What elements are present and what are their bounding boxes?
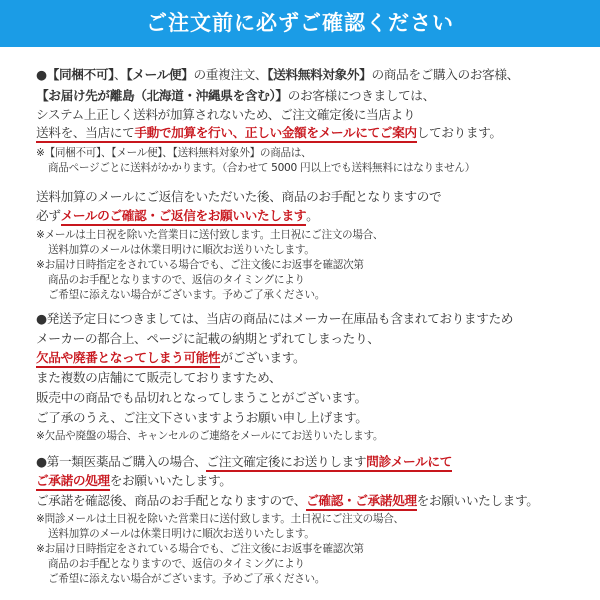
tag-mail-service: 【メール便】 <box>126 67 194 82</box>
text: の重複注文、 <box>193 67 268 82</box>
tag-not-free-shipping: 【送料無料対象外】 <box>267 67 372 82</box>
text: のお客様につきましては、 <box>287 88 435 103</box>
highlight-manual-shipping: 手動で加算を行い、正しい金額をメールにてご案内 <box>134 125 416 143</box>
text: ●第一類医薬品ご購入の場合、 <box>36 454 207 469</box>
underlined-text: ご注文確定後にお送りします <box>206 454 366 472</box>
sec1-note1: ※【同梱不可】、【メール便】、【送料無料対象外】の商品は、 <box>36 147 312 159</box>
sec4-line1 <box>36 451 452 470</box>
text: がございます。 <box>220 350 306 365</box>
tag-remote-island: 【お届け先が離島（北海道・沖縄県を含む）】 <box>36 88 288 103</box>
sec4-line3 <box>36 490 539 509</box>
text: 。 <box>306 208 319 223</box>
bullet: ● <box>36 67 47 82</box>
tag-no-bundle: 【同梱不可】 <box>46 67 115 82</box>
sec1-line4 <box>36 122 502 141</box>
text: 送料を、当店にて <box>36 125 134 143</box>
sec1-line1 <box>36 64 519 83</box>
text: しております。 <box>416 125 502 140</box>
sec1-line3: システム上正しく送料が加算されないため、ご注文確定後に当店より <box>36 107 416 122</box>
sec2-line2 <box>36 205 318 224</box>
sec4-note2: 送料加算のメールは休業日明けに順次お送りいたします。 <box>48 528 315 540</box>
sec2-note3: ※お届け日時指定をされている場合でも、ご注文後にお返事を確認次第 <box>36 259 364 271</box>
sec3-line5: 販売中の商品でも品切れとなってしまうことがございます。 <box>36 390 367 405</box>
sec3-line2: メーカーの都合上、ページに記載の納期とずれてしまったり、 <box>36 331 380 346</box>
text: ご承諾を確認後、商品のお手配となりますので、 <box>36 493 307 508</box>
text: 、 <box>114 67 127 82</box>
highlight-inquiry-mail: 問診メールにて <box>366 454 452 472</box>
sec3-line4: また複数の店舗にて販売しておりますため、 <box>36 370 282 385</box>
sec3-note1: ※欠品や廃盤の場合、キャンセルのご連絡をメールにてお送りいたします。 <box>36 430 384 442</box>
sec3-line3 <box>36 347 305 366</box>
sec2-note5: ご希望に添えない場合がございます。予めご了承ください。 <box>48 289 326 301</box>
sec3-line1: ●発送予定日につきましては、当店の商品にはメーカー在庫品も含まれておりますため <box>36 311 514 326</box>
text: をお願いいたします。 <box>416 493 539 508</box>
highlight-consent: ご承諾の処理 <box>36 473 110 491</box>
sec2-line1: 送料加算のメールにご返信をいただいた後、商品のお手配となりますので <box>36 189 442 204</box>
sec3-line6: ご了承のうえ、ご注文下さいますようお願い申し上げます。 <box>36 410 368 425</box>
text: をお願いいたします。 <box>109 473 232 488</box>
sec4-note5: ご希望に添えない場合がございます。予めご了承ください。 <box>48 573 326 585</box>
sec2-note4: 商品のお手配となりますので、返信のタイミングにより <box>48 274 305 286</box>
sec4-note3: ※お届け日時指定をされている場合でも、ご注文後にお返事を確認次第 <box>36 543 364 555</box>
banner-title: ご注文前に必ずご確認ください <box>146 11 454 35</box>
highlight-confirm-consent: ご確認・ご承諾処理 <box>306 493 417 511</box>
sec4-note4: 商品のお手配となりますので、返信のタイミングにより <box>48 558 305 570</box>
sec2-note1: ※メールは土日祝を除いた営業日に送付致します。土日祝にご注文の場合、 <box>36 229 384 241</box>
text: の商品をご購入のお客様、 <box>371 67 519 82</box>
sec2-note2: 送料加算のメールは休業日明けに順次お送りいたします。 <box>48 244 315 256</box>
highlight-stockout-risk: 欠品や廃番となってしまう可能性 <box>36 350 220 368</box>
sec1-line2 <box>36 85 435 104</box>
sec4-line2 <box>36 470 232 489</box>
highlight-confirm-reply: メールのご確認・ご返信をお願いいたします <box>61 208 307 226</box>
text: 必ず <box>36 208 61 223</box>
sec4-note1: ※問診メールは土日祝を除いた営業日に送付致します。土日祝にご注文の場合、 <box>36 513 404 525</box>
sec1-note2: 商品ページごとに送料がかかります。（合わせて 5000 円以上でも送料無料にはなりません） <box>48 162 475 174</box>
